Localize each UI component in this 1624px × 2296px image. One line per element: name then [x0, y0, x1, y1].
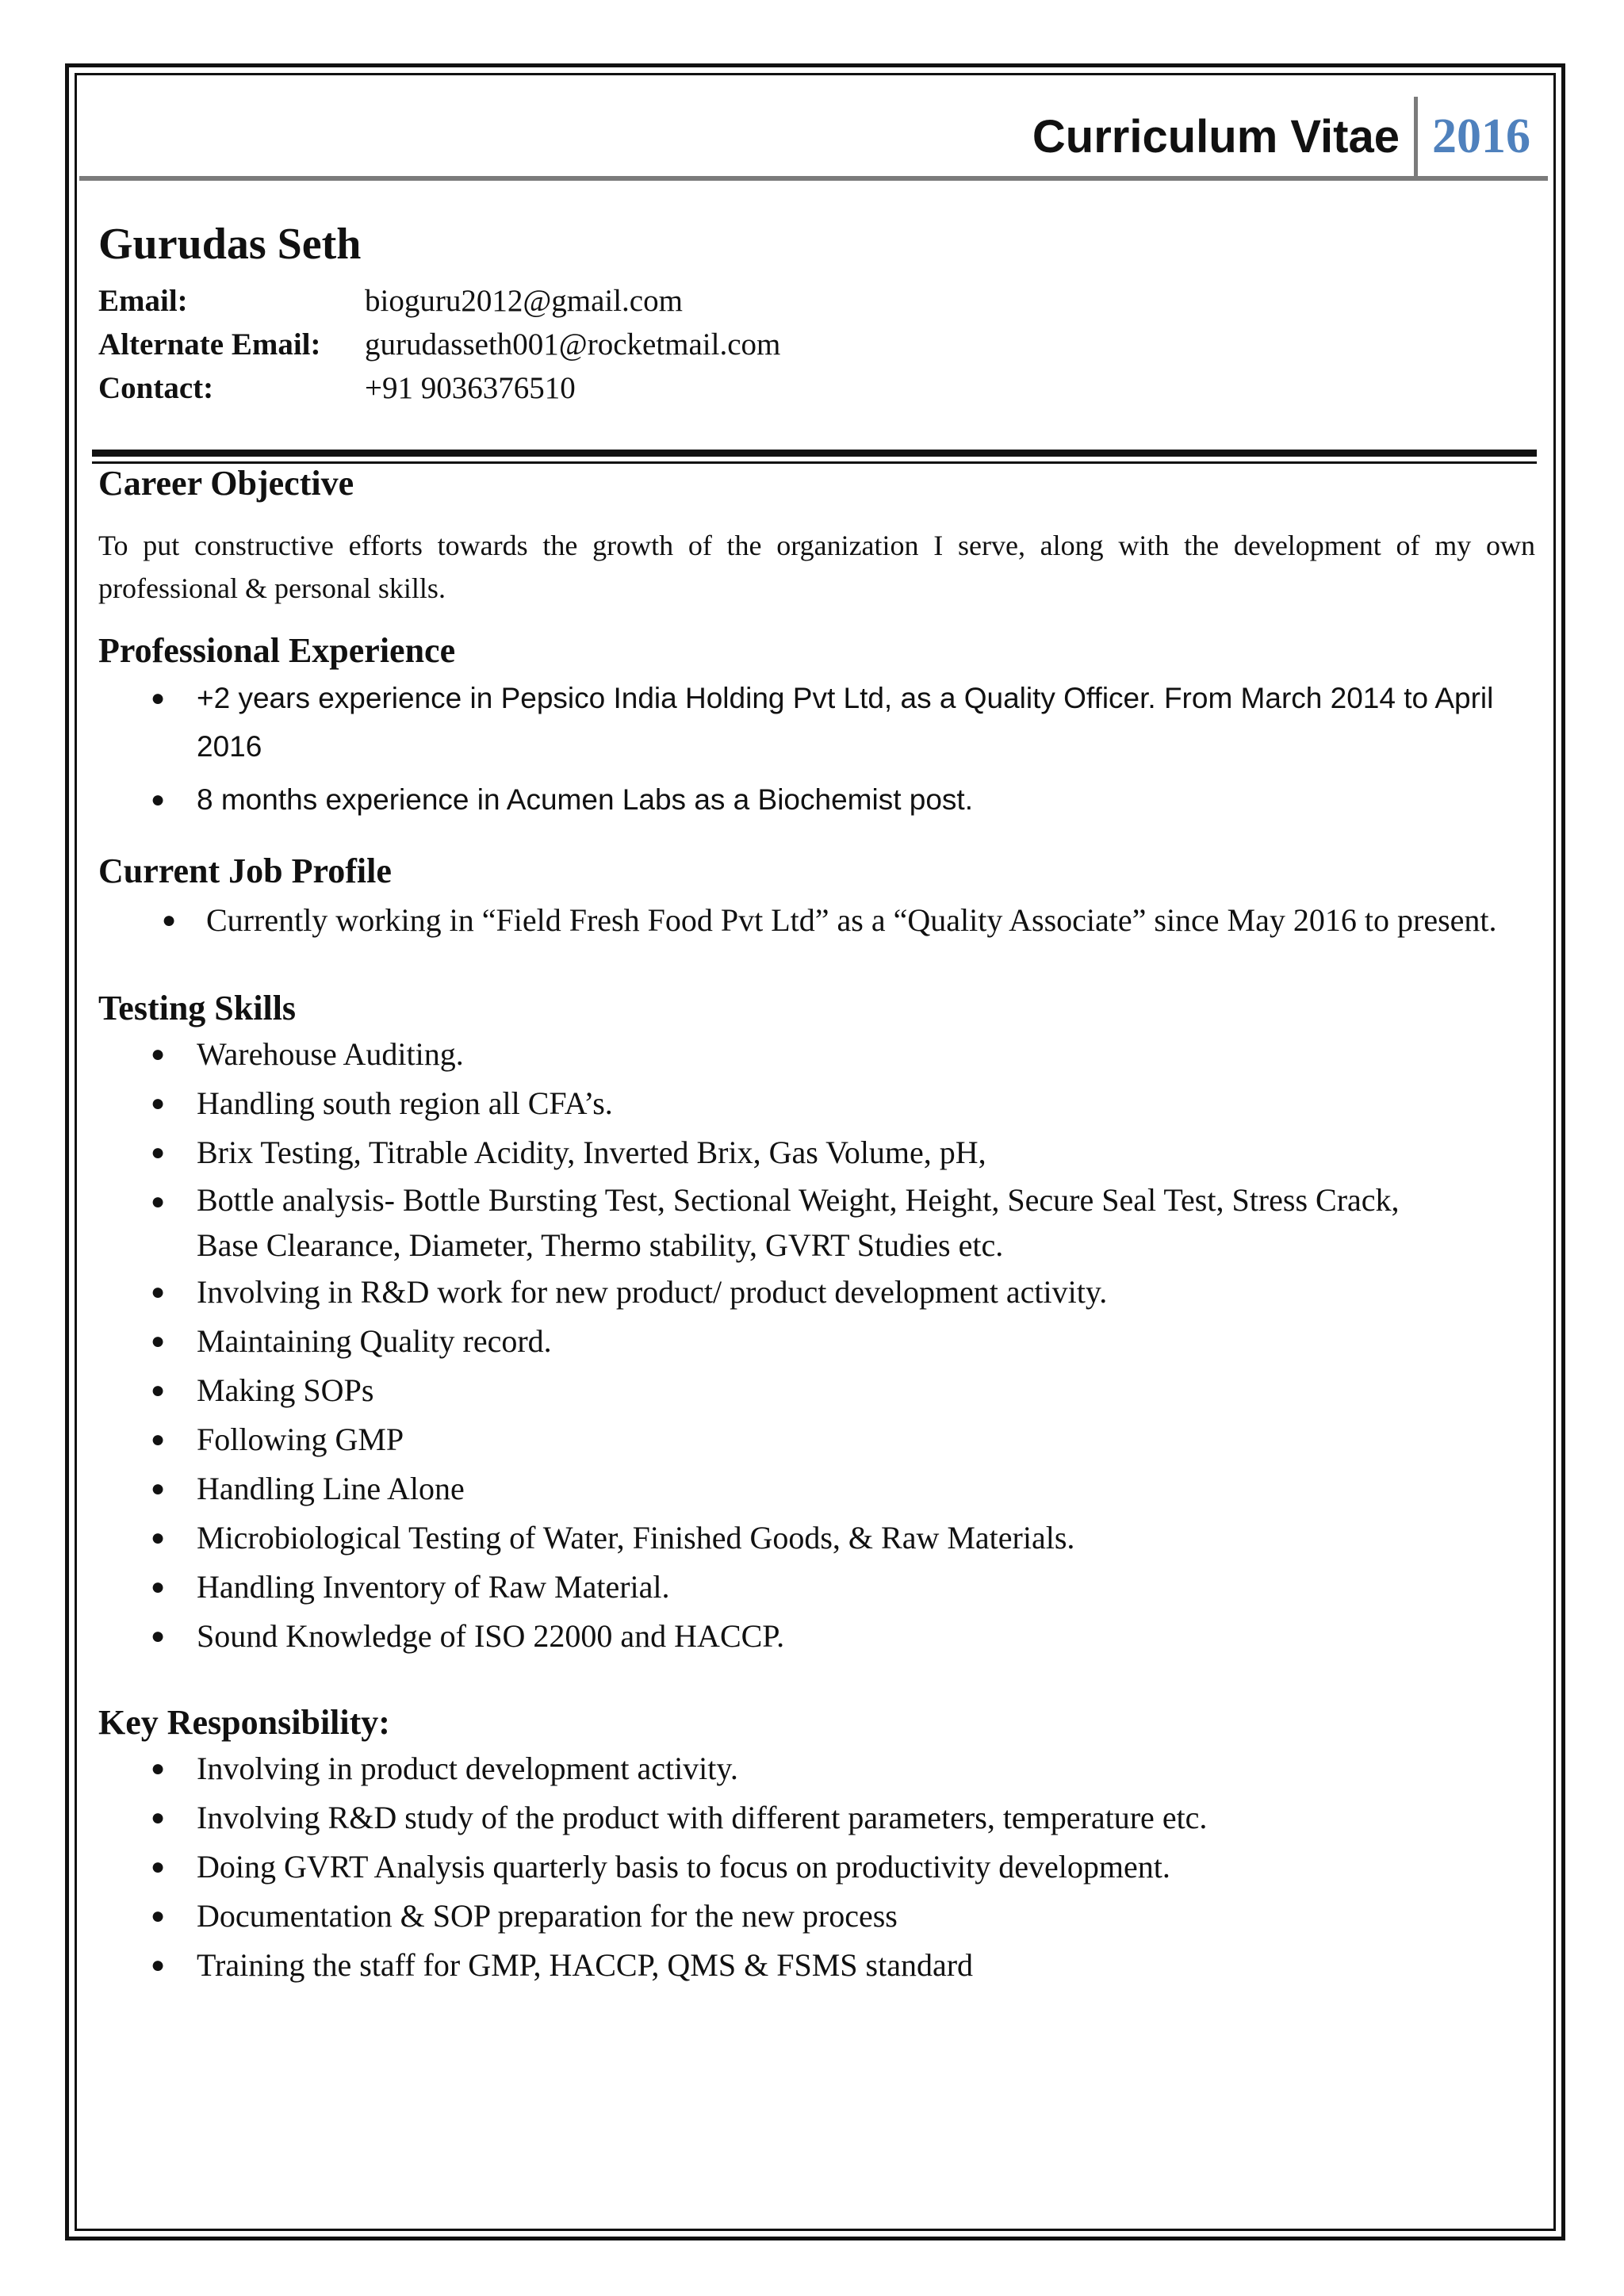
section-heading: Key Responsibility: [98, 1703, 390, 1743]
bullet-icon: ● [151, 1623, 166, 1650]
career-objective-text: To put constructive efforts towards the growth of the organization I serve, along with the development of my own professional & personal skills. [98, 529, 1535, 604]
bullet-icon: ● [151, 1377, 166, 1404]
phone-value[interactable]: +91 9036376510 [365, 371, 576, 405]
cv-header [1032, 97, 1546, 176]
list-item: ● Documentation & SOP preparation for the new process [98, 1892, 1535, 1941]
bullet-icon: ● [151, 1328, 166, 1355]
list-item: ● +2 years experience in Pepsico India Holding Pvt Ltd, as a Quality Officer. From March 2014 to April 2016 [98, 674, 1535, 771]
list-item: ● Maintaining Quality record. [98, 1317, 1535, 1366]
list-item: ● Brix Testing, Titrable Acidity, Inverted Brix, Gas Volume, pH, [98, 1128, 1535, 1177]
list-item: ● Handling Line Alone [98, 1464, 1535, 1513]
alternate-email-value[interactable]: gurudasseth001@rocketmail.com [365, 327, 781, 362]
list-item: ● Currently working in “Field Fresh Food Pvt Ltd” as a “Quality Associate” since May 2016 to present. [98, 897, 1535, 943]
cv-title: Curriculum Vitae [1032, 110, 1400, 163]
list-item: ● Handling Inventory of Raw Material. [98, 1563, 1535, 1612]
bullet-icon: ● [151, 684, 166, 711]
bullet-icon: ● [151, 1475, 166, 1502]
header-rule [79, 176, 1548, 181]
bullet-icon: ● [151, 1951, 166, 1978]
current-job-list [98, 897, 1535, 943]
section-heading: Testing Skills [98, 989, 297, 1028]
cv-body [98, 458, 1535, 1990]
bullet-icon: ● [151, 1853, 166, 1880]
email-value[interactable]: bioguru2012@gmail.com [365, 284, 683, 318]
bullet-icon: ● [151, 1041, 166, 1068]
contact-label: Email: [98, 284, 188, 318]
testing-skills-section [98, 988, 1535, 1661]
cv-year: 2016 [1432, 109, 1530, 163]
bullet-icon: ● [151, 1090, 166, 1117]
section-heading: Professional Experience [98, 630, 456, 670]
list-item: ● Training the staff for GMP, HACCP, QMS & FSMS standard [98, 1941, 1535, 1990]
bullet-icon: ● [151, 1755, 166, 1781]
bullet-icon: ● [151, 786, 166, 813]
list-item: ● Involving in R&D work for new product/ product development activity. [98, 1268, 1535, 1317]
contact-label: Alternate Email: [98, 327, 321, 362]
section-heading: Career Objective [98, 464, 354, 503]
contact-row-email [98, 279, 780, 323]
list-item: ● Sound Knowledge of ISO 22000 and HACCP. [98, 1612, 1535, 1661]
bullet-icon: ● [151, 1525, 166, 1552]
candidate-name: Gurudas Seth [98, 220, 362, 269]
current-job-section [98, 851, 1535, 944]
contact-block [98, 279, 780, 410]
list-item: ● 8 months experience in Acumen Labs as a Biochemist post. [98, 775, 1535, 824]
section-heading: Current Job Profile [98, 851, 392, 890]
bullet-icon: ● [151, 1139, 166, 1166]
bullet-icon: ● [151, 1279, 166, 1306]
section-divider-thick [92, 450, 1537, 457]
list-item: ● Doing GVRT Analysis quarterly basis to focus on productivity development. [98, 1843, 1535, 1892]
bullet-icon: ● [151, 1188, 166, 1215]
list-item: ● Handling south region all CFA’s. [98, 1079, 1535, 1128]
bullet-icon: ● [151, 1574, 166, 1601]
list-item: ● Involving R&D study of the product with different parameters, temperature etc. [98, 1793, 1535, 1843]
contact-label: Contact: [98, 371, 214, 405]
contact-row-phone [98, 366, 780, 410]
testing-skills-list [98, 1030, 1535, 1661]
list-item: ● Microbiological Testing of Water, Finished Goods, & Raw Materials. [98, 1513, 1535, 1563]
professional-experience-section [98, 630, 1535, 824]
list-item: ● Following GMP [98, 1415, 1535, 1464]
bullet-icon: ● [151, 1902, 166, 1929]
list-item: ● Making SOPs [98, 1366, 1535, 1415]
bullet-icon: ● [151, 1426, 166, 1453]
list-item: ● Warehouse Auditing. [98, 1030, 1535, 1079]
list-item: ● Involving in product development activity. [98, 1744, 1535, 1793]
bullet-icon: ● [162, 907, 177, 934]
key-responsibility-section [98, 1702, 1535, 1990]
list-item: ● Bottle analysis- Bottle Bursting Test, Sectional Weight, Height, Secure Seal Test, Stress Crack, Base Clearance, Diameter, Thermo stability, GVRT Studies etc. [98, 1177, 1535, 1268]
contact-row-alt-email [98, 323, 780, 366]
bullet-icon: ● [151, 1804, 166, 1831]
key-responsibility-list [98, 1744, 1535, 1990]
career-objective-section [98, 463, 1535, 610]
experience-list [98, 674, 1535, 824]
